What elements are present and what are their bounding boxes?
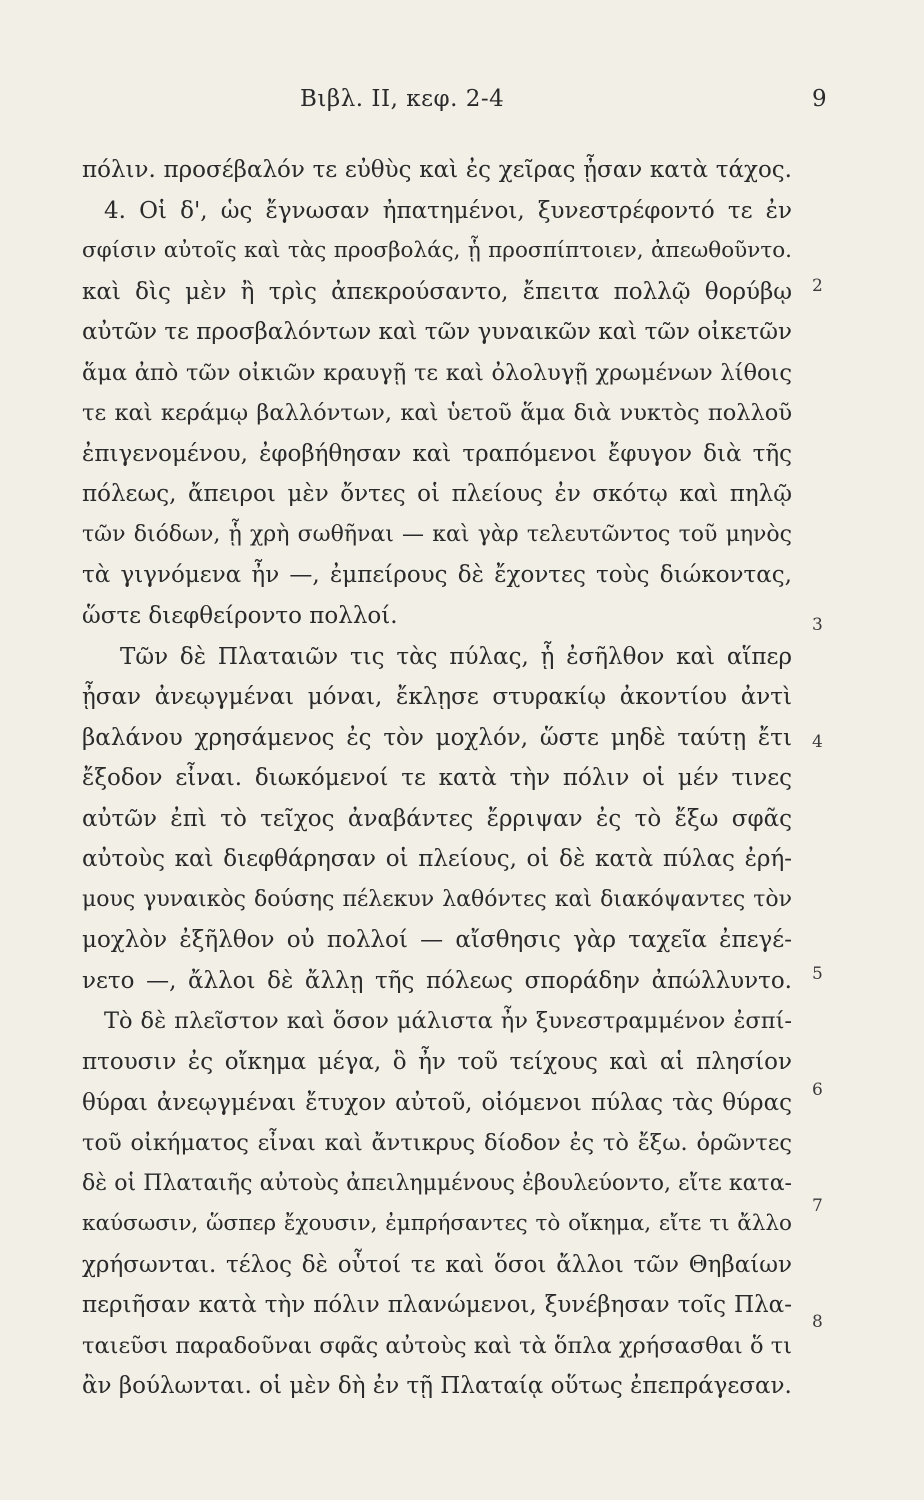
text-line: ᾖσαν ἀνεῳγμέναι μόναι, ἔκλῃσε στυρακίῳ ἀκοντίου ἀντὶ xyxy=(82,684,792,711)
text-line: θύραι ἀνεῳγμέναι ἔτυχον αὐτοῦ, οἰόμενοι πύλας τὰς θύρας xyxy=(82,1089,792,1116)
text-line: αὐτῶν τε προσβαλόντων καὶ τῶν γυναικῶν καὶ τῶν οἰκετῶν xyxy=(82,319,792,346)
text-line: πτουσιν ἐς οἴκημα μέγα, ὃ ἦν τοῦ τείχους καὶ αἱ πλησίον xyxy=(82,1049,792,1076)
body-text xyxy=(82,150,792,1407)
text-line: Τῶν δὲ Πλαταιῶν τις τὰς πύλας, ᾗ ἐσῆλθον καὶ αἵπερ xyxy=(120,643,792,670)
text-line: περιῆσαν κατὰ τὴν πόλιν πλανώμενοι, ξυνέβησαν τοῖς Πλα- xyxy=(82,1292,792,1319)
text-line: καύσωσιν, ὥσπερ ἔχουσιν, ἐμπρήσαντες τὸ οἴκημα, εἴτε τι ἄλλο xyxy=(82,1211,792,1237)
text-line: πόλεως, ἄπειροι μὲν ὄντες οἱ πλείους ἐν σκότῳ καὶ πηλῷ xyxy=(82,481,792,508)
text-line: τε καὶ κεράμῳ βαλλόντων, καὶ ὑετοῦ ἅμα διὰ νυκτὸς πολλοῦ xyxy=(82,400,792,427)
section-number: 5 xyxy=(812,964,823,984)
section-number: 8 xyxy=(812,1312,823,1332)
text-line: νετο —, ἄλλοι δὲ ἄλλῃ τῆς πόλεως σποράδην ἀπώλλυντο. xyxy=(82,967,792,994)
text-line: ἂν βούλωνται. οἱ μὲν δὴ ἐν τῇ Πλαταίᾳ οὕτως ἐπεπράγεσαν. xyxy=(82,1373,792,1400)
section-number: 4 xyxy=(812,732,823,752)
page-header xyxy=(0,86,924,116)
text-line: ἔξοδον εἶναι. διωκόμενοί τε κατὰ τὴν πόλιν οἱ μέν τινες xyxy=(82,765,792,792)
text-line: τῶν διόδων, ᾗ χρὴ σωθῆναι — καὶ γὰρ τελευτῶντος τοῦ μηνὸς xyxy=(82,521,792,547)
text-line: σφίσιν αὐτοῖς καὶ τὰς προσβολάς, ᾗ προσπίπτοιεν, ἀπεωθοῦντο. xyxy=(82,238,792,264)
text-line: ταιεῦσι παραδοῦναι σφᾶς αὐτοὺς καὶ τὰ ὅπλα χρήσασθαι ὅ τι xyxy=(82,1332,792,1359)
text-line: δὲ οἱ Πλαταιῆς αὐτοὺς ἀπειλημμένους ἐβουλεύοντο, εἴτε κατα- xyxy=(82,1170,792,1196)
text-line: βαλάνου χρησάμενος ἐς τὸν μοχλόν, ὥστε μηδὲ ταύτῃ ἔτι xyxy=(82,724,792,751)
text-line: αὐτοὺς καὶ διεφθάρησαν οἱ πλείους, οἱ δὲ κατὰ πύλας ἐρή- xyxy=(82,846,792,873)
text-line: μοχλὸν ἐξῆλθον οὐ πολλοί — αἴσθησις γὰρ ταχεῖα ἐπεγέ- xyxy=(82,927,792,954)
text-line: καὶ δὶς μὲν ἢ τρὶς ἀπεκρούσαντο, ἔπειτα πολλῷ θορύβῳ xyxy=(82,278,792,305)
text-line: Τὸ δὲ πλεῖστον καὶ ὅσον μάλιστα ἦν ξυνεστραμμένον ἐσπί- xyxy=(104,1008,792,1035)
text-line: 4. Οἱ δ', ὡς ἔγνωσαν ἠπατημένοι, ξυνεστρέφοντό τε ἐν xyxy=(104,197,792,224)
page-number: 9 xyxy=(812,86,827,112)
section-number: 7 xyxy=(812,1196,823,1216)
text-line: χρήσωνται. τέλος δὲ οὗτοί τε καὶ ὅσοι ἄλλοι τῶν Θηβαίων xyxy=(82,1251,792,1278)
text-line: μους γυναικὸς δούσης πέλεκυν λαθόντες καὶ διακόψαντες τὸν xyxy=(82,886,792,912)
section-number: 2 xyxy=(812,276,823,296)
text-line: αὐτῶν ἐπὶ τὸ τεῖχος ἀναβάντες ἔρριψαν ἐς τὸ ἔξω σφᾶς xyxy=(82,805,792,832)
running-head: Βιβλ. II, κεφ. 2-4 xyxy=(300,86,505,112)
text-line: τοῦ οἰκήματος εἶναι καὶ ἄντικρυς δίοδον ἐς τὸ ἔξω. ὁρῶντες xyxy=(82,1130,792,1157)
text-line: ἅμα ἀπὸ τῶν οἰκιῶν κραυγῇ τε καὶ ὀλολυγῇ χρωμένων λίθοις xyxy=(82,359,792,386)
text-line: ἐπιγενομένου, ἐφοβήθησαν καὶ τραπόμενοι ἔφυγον διὰ τῆς xyxy=(82,440,792,467)
text-line: ὥστε διεφθείροντο πολλοί. xyxy=(82,603,398,630)
section-number: 6 xyxy=(812,1080,823,1100)
section-number: 3 xyxy=(812,615,823,635)
text-line: πόλιν. προσέβαλόν τε εὐθὺς καὶ ἐς χεῖρας ᾖσαν κατὰ τάχος. xyxy=(82,157,792,183)
text-line: τὰ γιγνόμενα ἦν —, ἐμπείρους δὲ ἔχοντες τοὺς διώκοντας, xyxy=(82,562,792,589)
